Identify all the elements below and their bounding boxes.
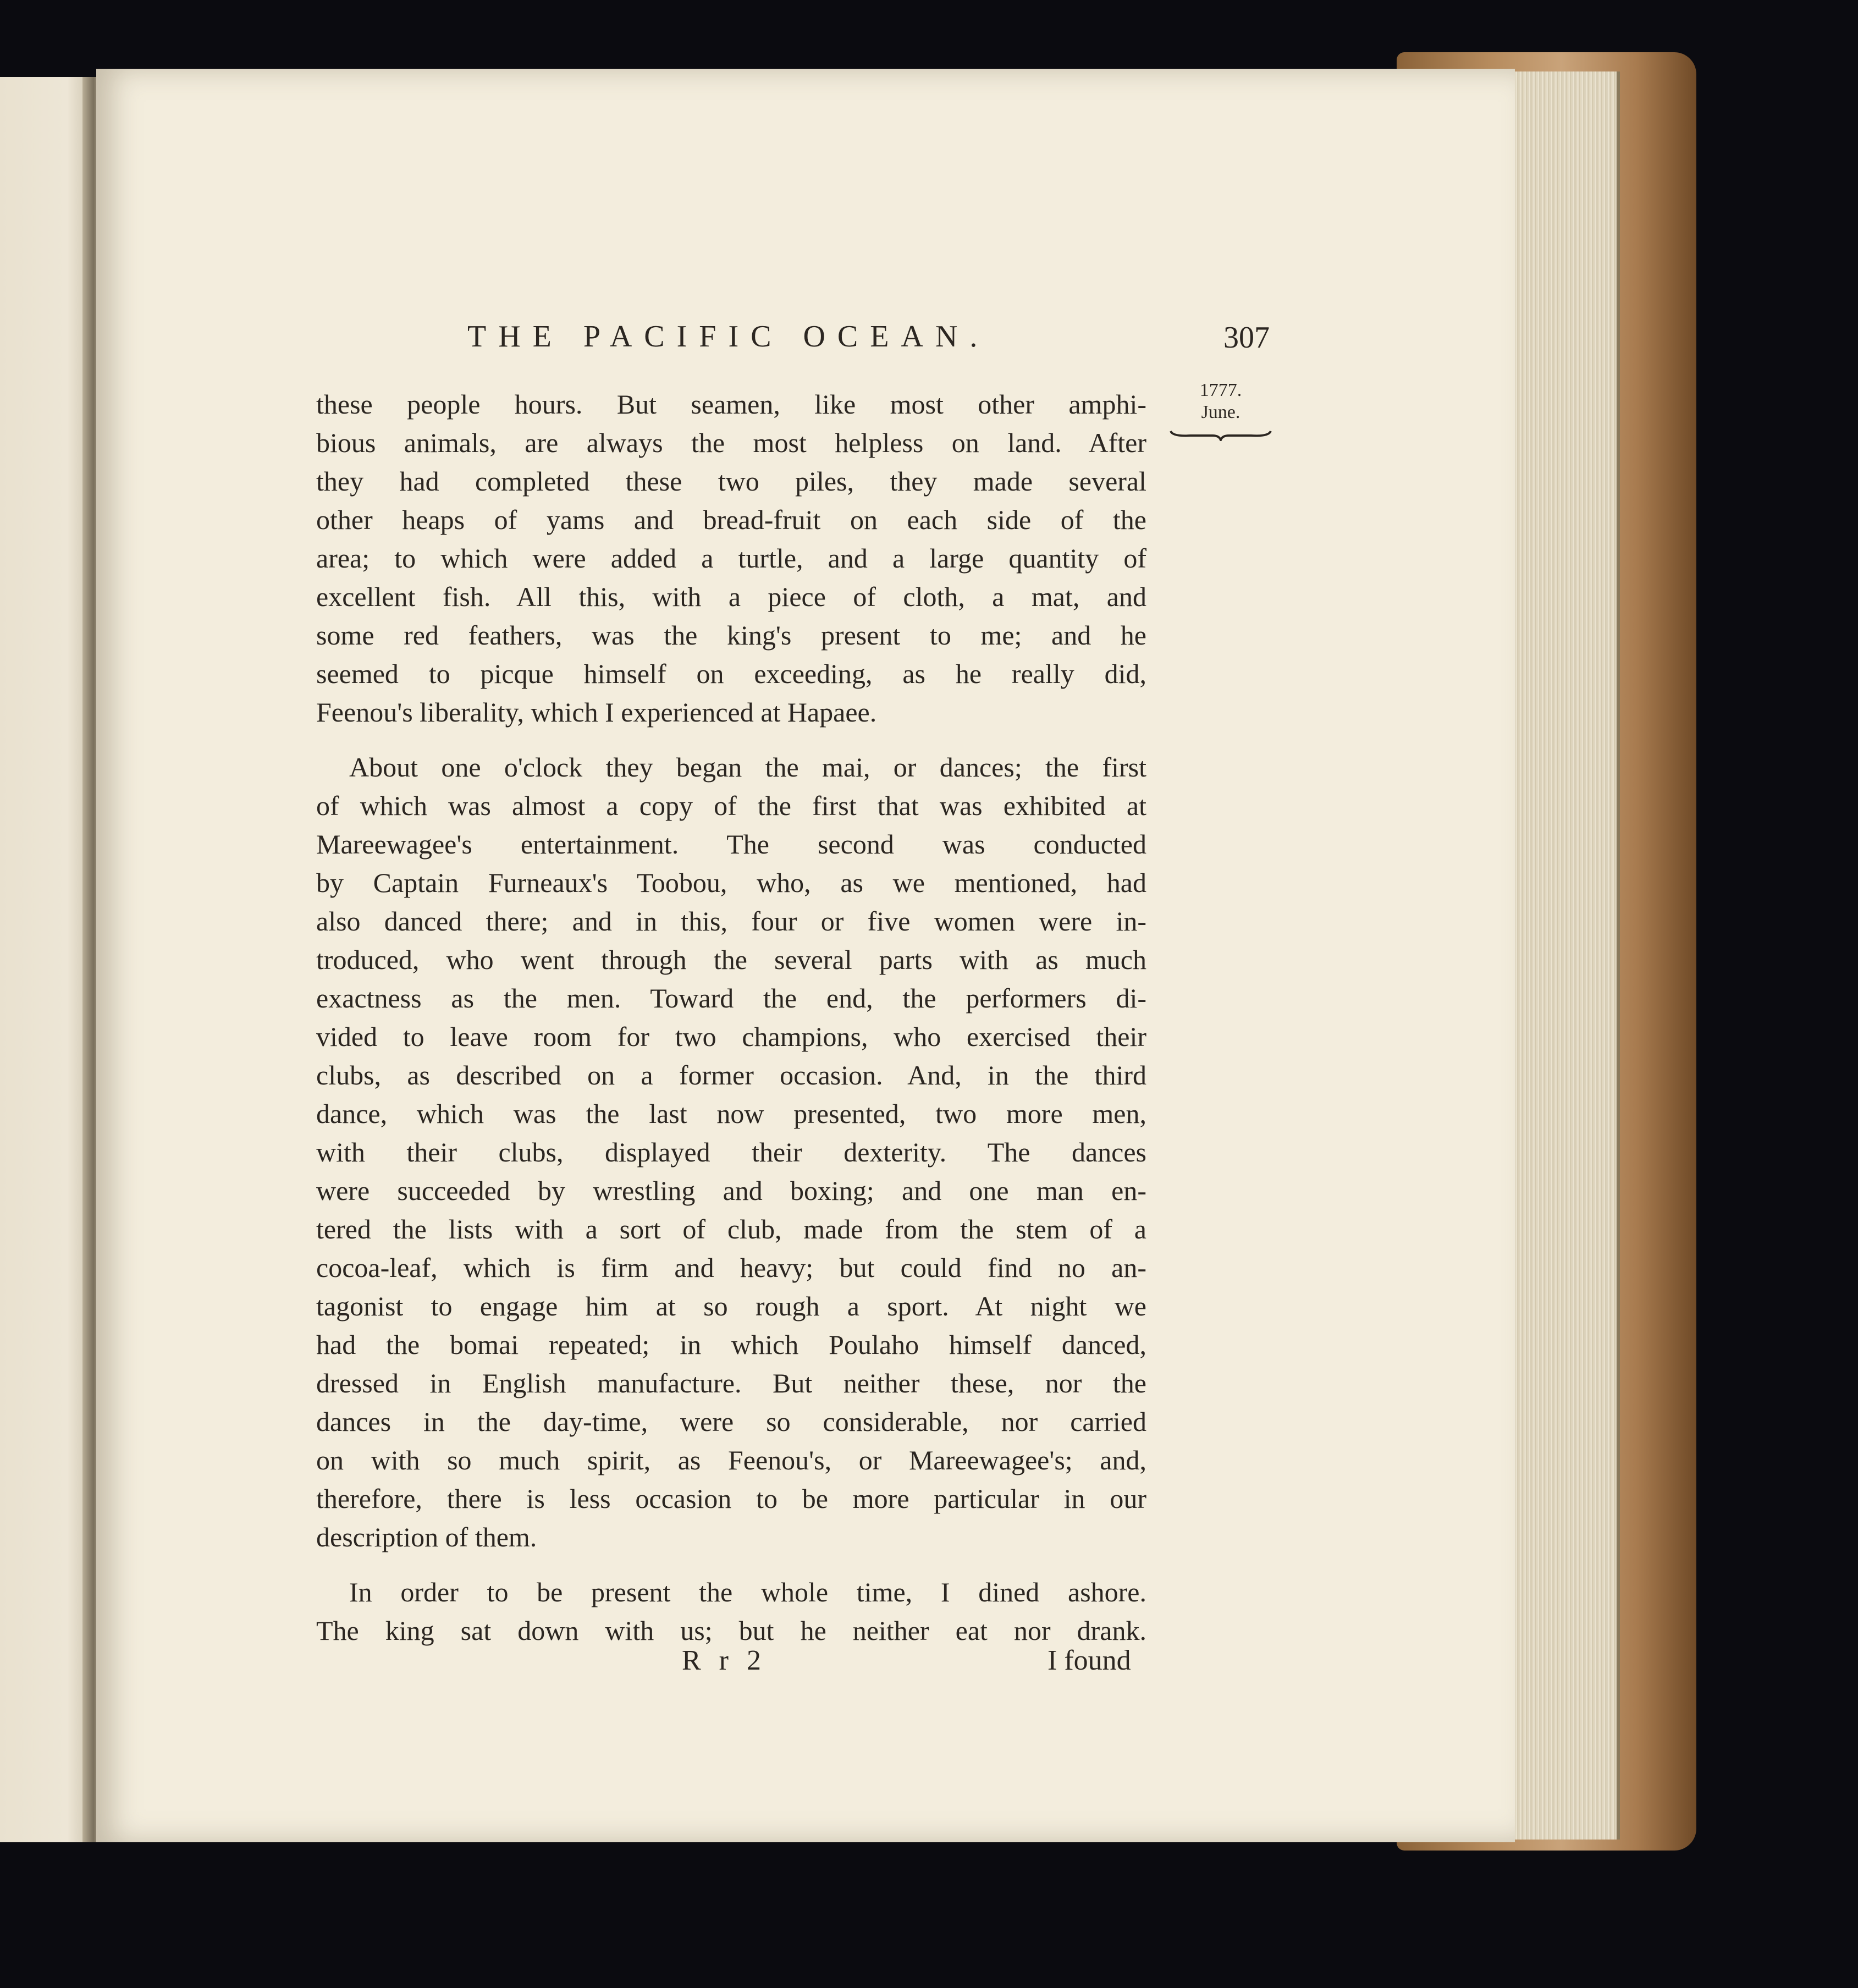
paragraph-2 bbox=[316, 748, 1146, 1556]
text-line: were succeeded by wrestling and boxing; and one man en- bbox=[316, 1175, 1146, 1206]
running-head: THE PACIFIC OCEAN. bbox=[467, 320, 990, 354]
text-line: cocoa-leaf, which is firm and heavy; but could find no an- bbox=[316, 1252, 1146, 1283]
text-line: therefore, there is less occasion to be more particular in our bbox=[316, 1483, 1146, 1514]
text-line: other heaps of yams and bread-fruit on each side of the bbox=[316, 504, 1146, 535]
paragraph-3 bbox=[316, 1573, 1146, 1650]
text-line: description of them. bbox=[316, 1522, 537, 1552]
catchword: I found bbox=[1047, 1645, 1131, 1676]
text-line: by Captain Furneaux's Toobou, who, as we mentioned, had bbox=[316, 867, 1146, 898]
text-line: bious animals, are always the most helpless on land. After bbox=[316, 427, 1146, 458]
text-line: of which was almost a copy of the first that was exhibited at bbox=[316, 790, 1146, 821]
text-line: vided to leave room for two champions, who exercised their bbox=[316, 1021, 1146, 1052]
text-line: dances in the day-time, were so considerable, nor carried bbox=[316, 1406, 1146, 1437]
page-edges bbox=[1515, 71, 1620, 1840]
text-line: Feenou's liberality, which I experienced at Hapaee. bbox=[316, 697, 877, 728]
text-line: dance, which was the last now presented, two more men, bbox=[316, 1098, 1146, 1129]
text-line: area; to which were added a turtle, and a large quantity of bbox=[316, 543, 1146, 574]
text-line: tered the lists with a sort of club, made from the stem of a bbox=[316, 1214, 1146, 1244]
text-line: seemed to picque himself on exceeding, as he really did, bbox=[316, 658, 1146, 689]
left-page bbox=[0, 77, 96, 1842]
text-line: About one o'clock they began the mai, or dances; the first bbox=[349, 752, 1146, 783]
body-text bbox=[316, 385, 1146, 1650]
text-line: with their clubs, displayed their dexterity. The dances bbox=[316, 1137, 1146, 1168]
brace-icon bbox=[1168, 428, 1273, 441]
text-line: some red feathers, was the king's present to me; and he bbox=[316, 620, 1146, 651]
text-line: on with so much spirit, as Feenou's, or Mareewagee's; and, bbox=[316, 1445, 1146, 1475]
text-line: dressed in English manufacture. But neither these, nor the bbox=[316, 1368, 1146, 1398]
text-line: troduced, who went through the several parts with as much bbox=[316, 944, 1146, 975]
text-line: excellent fish. All this, with a piece of cloth, a mat, and bbox=[316, 581, 1146, 612]
text-line: clubs, as described on a former occasion. And, in the third bbox=[316, 1060, 1146, 1091]
text-line: they had completed these two piles, they made several bbox=[316, 466, 1146, 497]
text-line: The king sat down with us; but he neither eat nor drank. bbox=[316, 1615, 1146, 1646]
text-line: Mareewagee's entertainment. The second was conducted bbox=[316, 829, 1146, 860]
text-line: tagonist to engage him at so rough a sport. At night we bbox=[316, 1291, 1146, 1321]
margin-note-year: 1777. bbox=[1199, 380, 1242, 400]
text-line: also danced there; and in this, four or five women were in- bbox=[316, 906, 1146, 937]
margin-note bbox=[1168, 379, 1273, 441]
text-line: these people hours. But seamen, like most other amphi- bbox=[316, 389, 1146, 420]
text-line: had the bomai repeated; in which Poulaho himself danced, bbox=[316, 1329, 1146, 1360]
paragraph-1 bbox=[316, 385, 1146, 731]
text-line: exactness as the men. Toward the end, the performers di- bbox=[316, 983, 1146, 1014]
signature-mark: R r 2 bbox=[682, 1645, 767, 1676]
page-number: 307 bbox=[1223, 321, 1270, 355]
text-line: In order to be present the whole time, I dined ashore. bbox=[349, 1577, 1146, 1607]
margin-note-month: June. bbox=[1201, 402, 1240, 422]
